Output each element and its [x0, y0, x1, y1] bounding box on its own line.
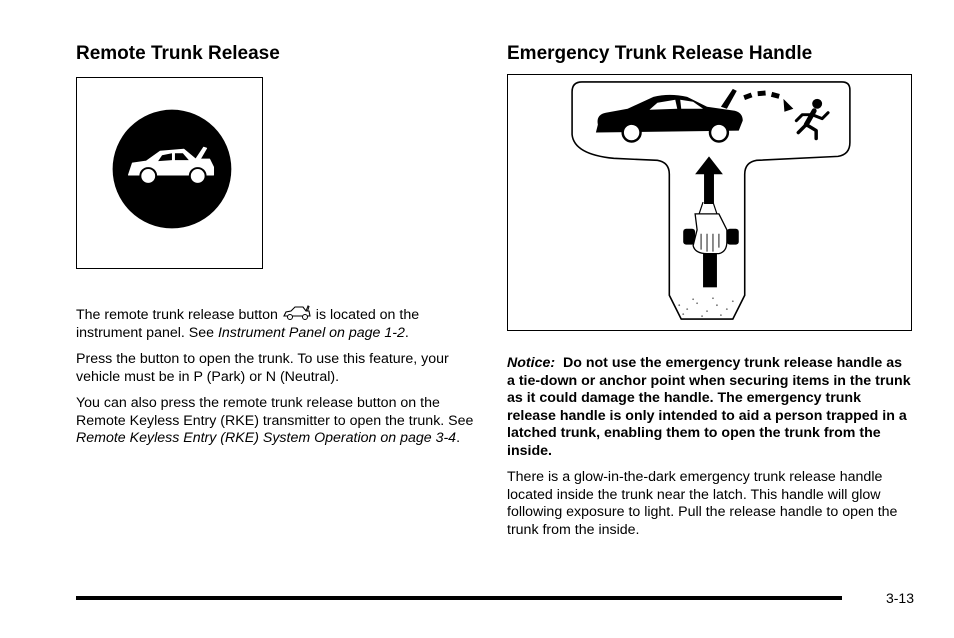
- paragraph-usage: Press the button to open the trunk. To use this feature, your vehicle must be in P (Park) or N (Neutral).: [76, 351, 449, 385]
- cross-reference-link: Instrument Panel on page 1-2: [217, 324, 405, 341]
- section-heading: Emergency Trunk Release Handle: [507, 43, 813, 64]
- paragraph-button-location: The remote trunk release button is located on the instrument panel. See Instrument Panel on page 1-2.: [76, 304, 476, 342]
- notice-label: Notice:: [507, 355, 556, 371]
- paragraph-glow-handle: There is a glow-in-the-dark emergency trunk release handle located inside the trunk near the latch. This handle will glow following exposure to light. Pull the release handle to open the trunk from the inside.: [507, 469, 898, 538]
- paragraph-rke: You can also press the remote trunk release button on the Remote Keyless Entry (RKE) transmitter to open the trunk. See Remote Keyless Entry (RKE) System Operation on page 3-4.: [76, 395, 474, 446]
- footer-rule: [76, 596, 842, 600]
- notice-paragraph: [507, 355, 913, 460]
- emergency-trunk-release-section: [507, 40, 913, 538]
- emergency-handle-figure: [507, 74, 912, 331]
- trunk-release-button-figure: [76, 77, 263, 269]
- emergency-trunk-release-handle-illustration: [508, 75, 911, 330]
- trunk-release-car-icon: [77, 78, 262, 268]
- page-number: 3-13: [885, 590, 914, 606]
- remote-trunk-release-section: [76, 40, 476, 446]
- cross-reference-link: Remote Keyless Entry (RKE) System Operation on page 3-4: [76, 430, 457, 446]
- open-trunk-car-icon: [282, 304, 312, 322]
- section-heading: Remote Trunk Release: [76, 43, 280, 64]
- notice-body: Do not use the emergency trunk release handle as a tie-down or anchor point when securing items in the trunk as it could damage the handle. The emergency trunk release handle is only intended to aid a person trapped in a latched trunk, enabling them to open the trunk from the inside.: [507, 355, 911, 459]
